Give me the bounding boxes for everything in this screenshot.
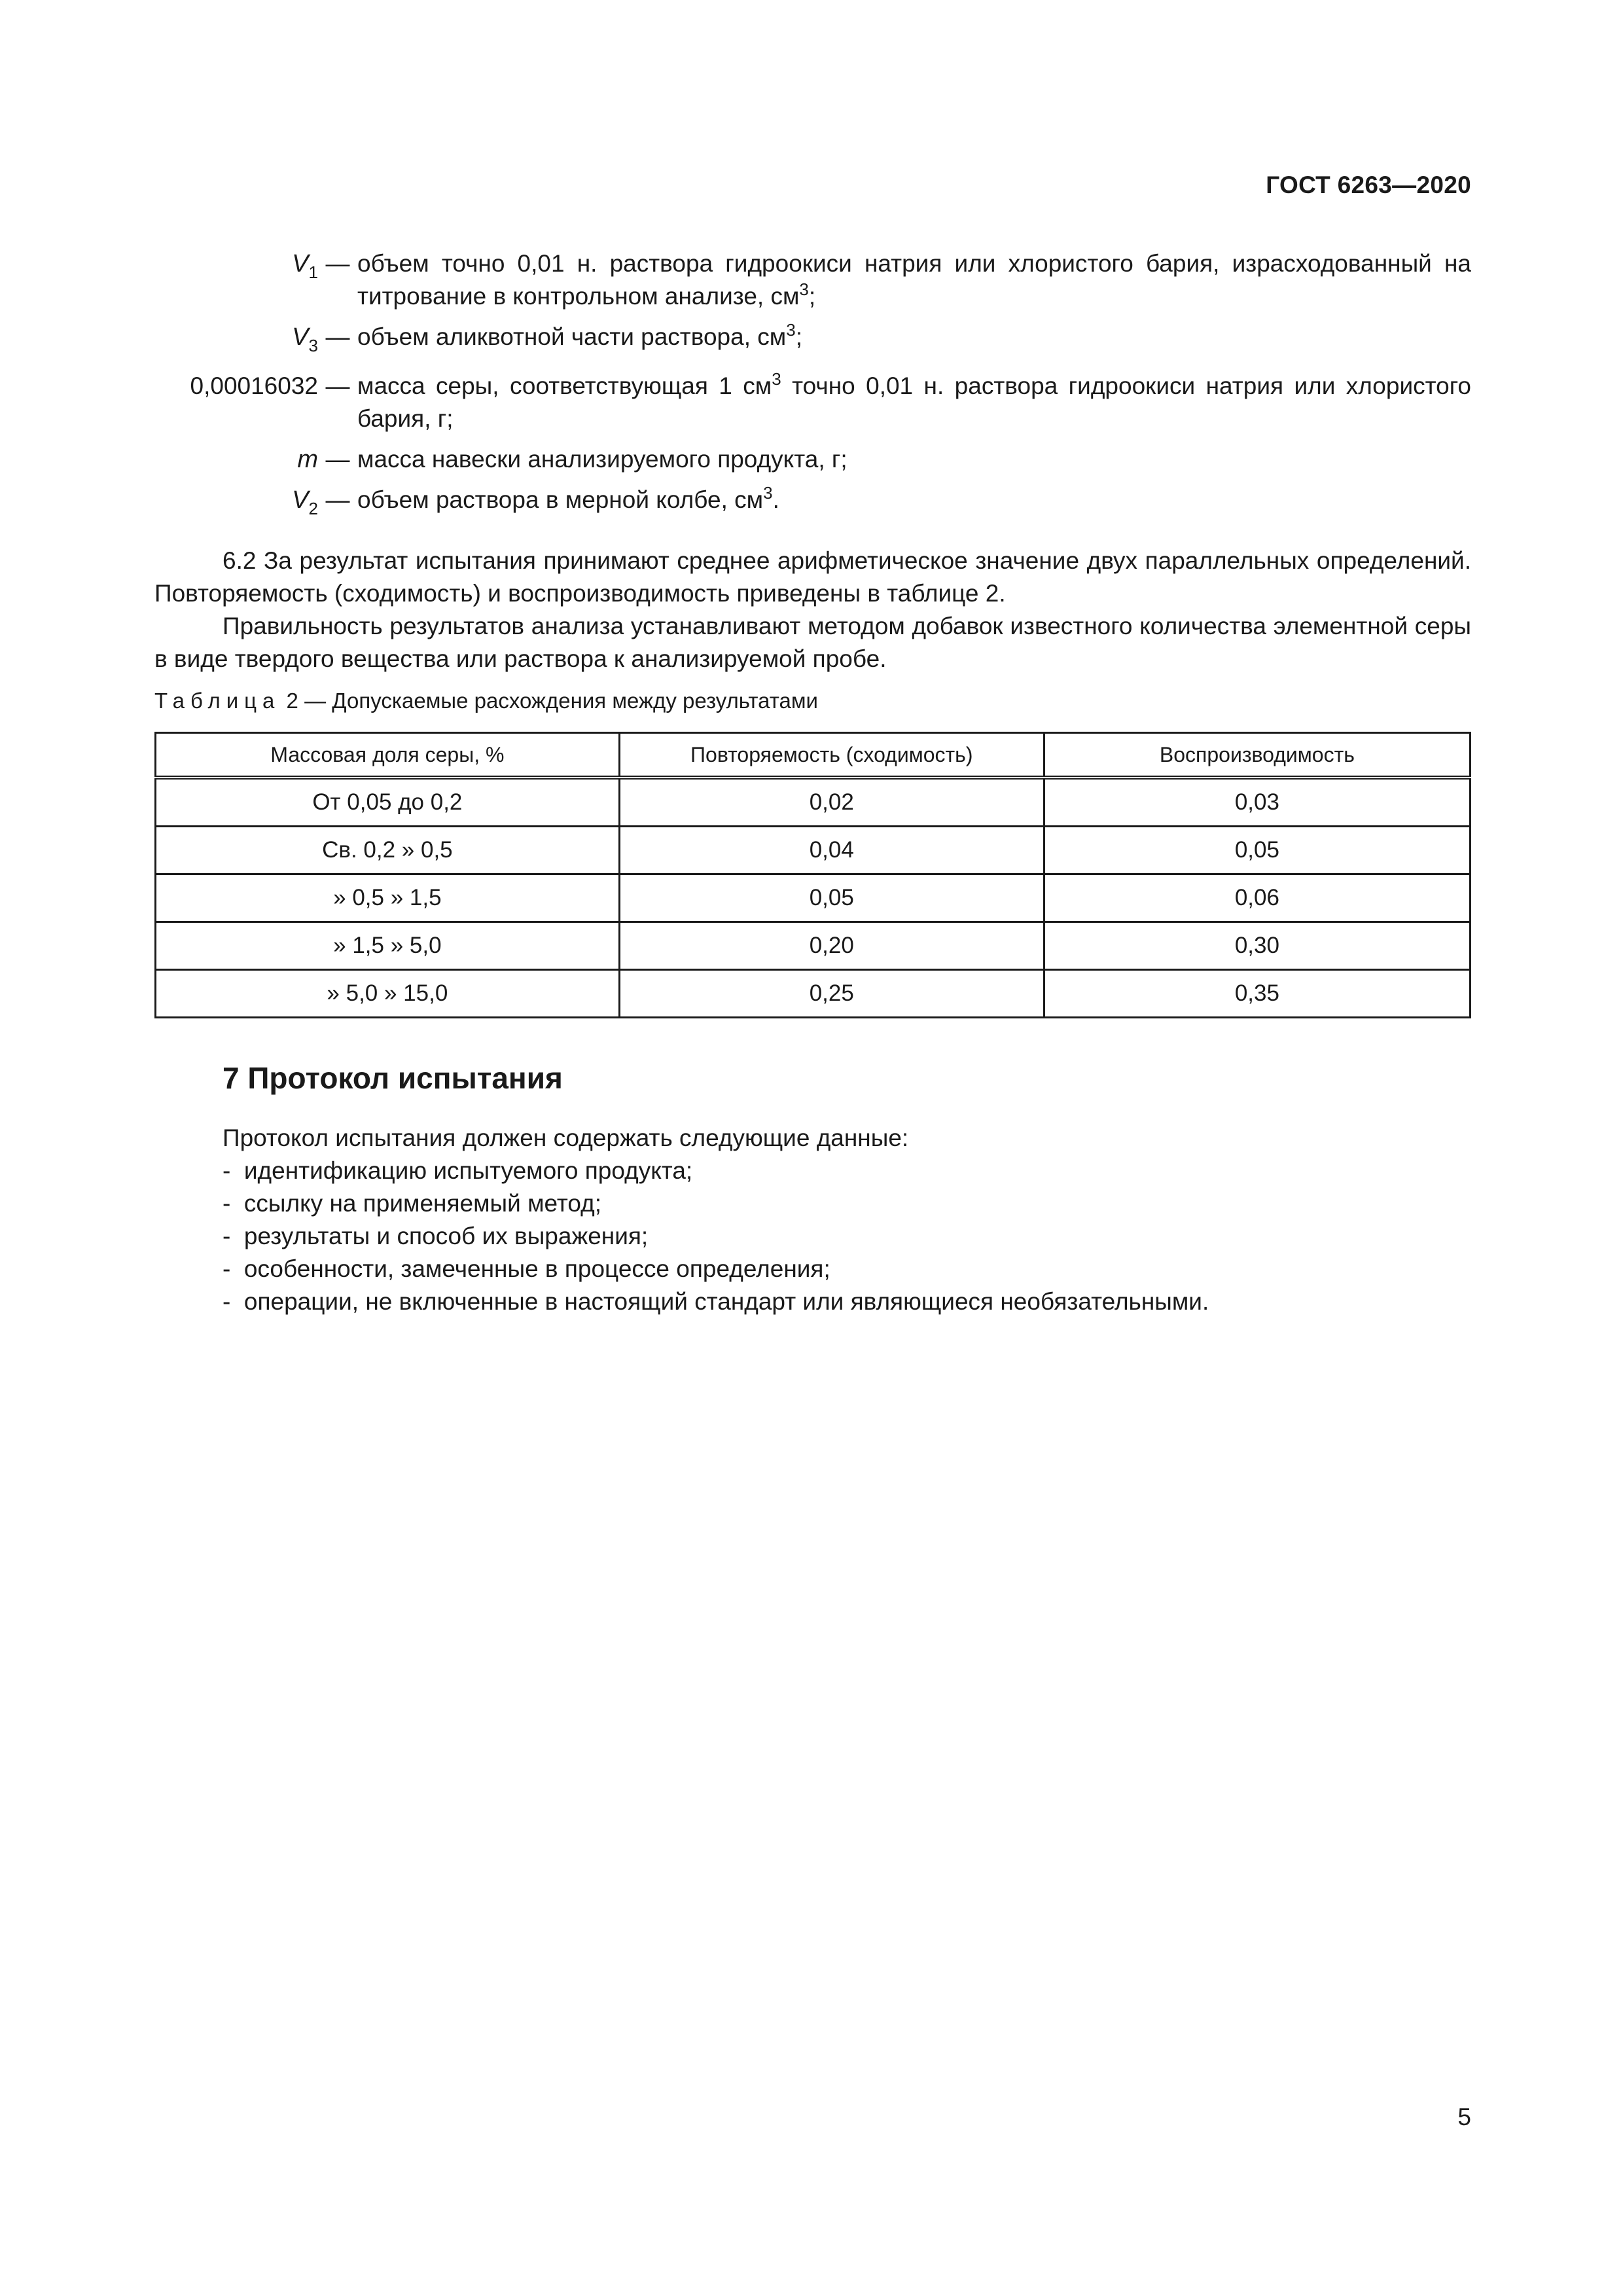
cell-range: От 0,05 до 0,2 [156,778,620,827]
definition-item [154,321,1471,362]
definition-item [154,370,1471,435]
definition-dash: — [325,250,350,277]
list-item: - ссылку на применяемый метод; [223,1187,1209,1220]
definition-dash: — [325,446,350,473]
cell-repeatability: 0,02 [619,778,1044,827]
table-row [156,827,1471,874]
cell-range: » 0,5 » 1,5 [156,874,620,922]
cell-repeatability: 0,25 [619,970,1044,1018]
table-row [156,778,1471,827]
definition-symbol: 0,00016032 [190,372,318,399]
document-id-header: ГОСТ 6263—2020 [1266,171,1471,198]
tolerance-table [154,732,1471,1018]
cell-reproducibility: 0,03 [1044,778,1470,827]
definition-symbol: $V_1$ [292,250,318,282]
protocol-list [223,1155,1209,1318]
list-item: - идентификацию испытуемого продукта; [223,1155,1209,1187]
header-reproducibility: Воспроизводимость [1044,733,1470,778]
list-item: - операции, не включенные в настоящий стандарт или являющиеся необязательными. [223,1285,1209,1318]
definition-dash: — [325,323,350,350]
paragraph-accuracy: Правильность результатов анализа устанавливают методом добавок известного количества элементной серы в виде твердого вещества или раствора к анализируемой пробе. [154,613,1471,672]
definition-symbol: m [297,446,318,473]
table-caption: Таблица 2 — Допускаемые расхождения между результатами [154,689,818,713]
definition-symbol: $V_2$ [292,486,318,518]
definition-symbol: $V_3$ [292,323,318,355]
cell-reproducibility: 0,05 [1044,827,1470,874]
definition-text: масса серы, соответствующая 1 $см^3$ точно 0,01 н. раствора гидроокиси натрия или хлористого бария, г; [357,369,1471,432]
protocol-intro: Протокол испытания должен содержать следующие данные: [223,1124,909,1151]
cell-range: » 1,5 » 5,0 [156,922,620,970]
cell-range: » 5,0 » 15,0 [156,970,620,1018]
section-title: 7 Протокол испытания [223,1061,563,1095]
definition-text: объем аликвотной части раствора, $см^3$; [357,320,802,350]
cell-repeatability: 0,05 [619,874,1044,922]
header-sulfur-fraction: Массовая доля серы, % [156,733,620,778]
table-row [156,874,1471,922]
cell-reproducibility: 0,30 [1044,922,1470,970]
definition-text: масса навески анализируемого продукта, г; [357,446,847,473]
page-number: 5 [1457,2104,1471,2130]
header-repeatability: Повторяемость (сходимость) [619,733,1044,778]
cell-repeatability: 0,04 [619,827,1044,874]
definition-dash: — [325,372,350,399]
table-row [156,970,1471,1018]
protocol-section [223,1122,1209,1318]
list-item: - результаты и способ их выражения; [223,1220,1209,1253]
table-header-row [156,733,1471,778]
cell-range: Св. 0,2 » 0,5 [156,827,620,874]
table-row [156,922,1471,970]
definition-text: объем точно 0,01 н. раствора гидроокиси натрия или хлористого бария, израсходованный на титрование в контрольном анализе, $см^3$; [357,250,1471,310]
paragraph-6-2: 6.2 За результат испытания принимают среднее арифметическое значение двух параллельных определений. Повторяемость (сходимость) и воспроизводимость приведены в таблице 2. [154,547,1471,607]
cell-repeatability: 0,20 [619,922,1044,970]
cell-reproducibility: 0,06 [1044,874,1470,922]
formula-definitions [154,247,1471,533]
list-item: - особенности, замеченные в процессе определения; [223,1253,1209,1285]
definition-item [154,484,1471,525]
definition-item [154,443,1471,476]
cell-reproducibility: 0,35 [1044,970,1470,1018]
definition-text: объем раствора в мерной колбе, $см^3$. [357,483,779,513]
definition-dash: — [325,486,350,513]
definition-item [154,247,1471,313]
